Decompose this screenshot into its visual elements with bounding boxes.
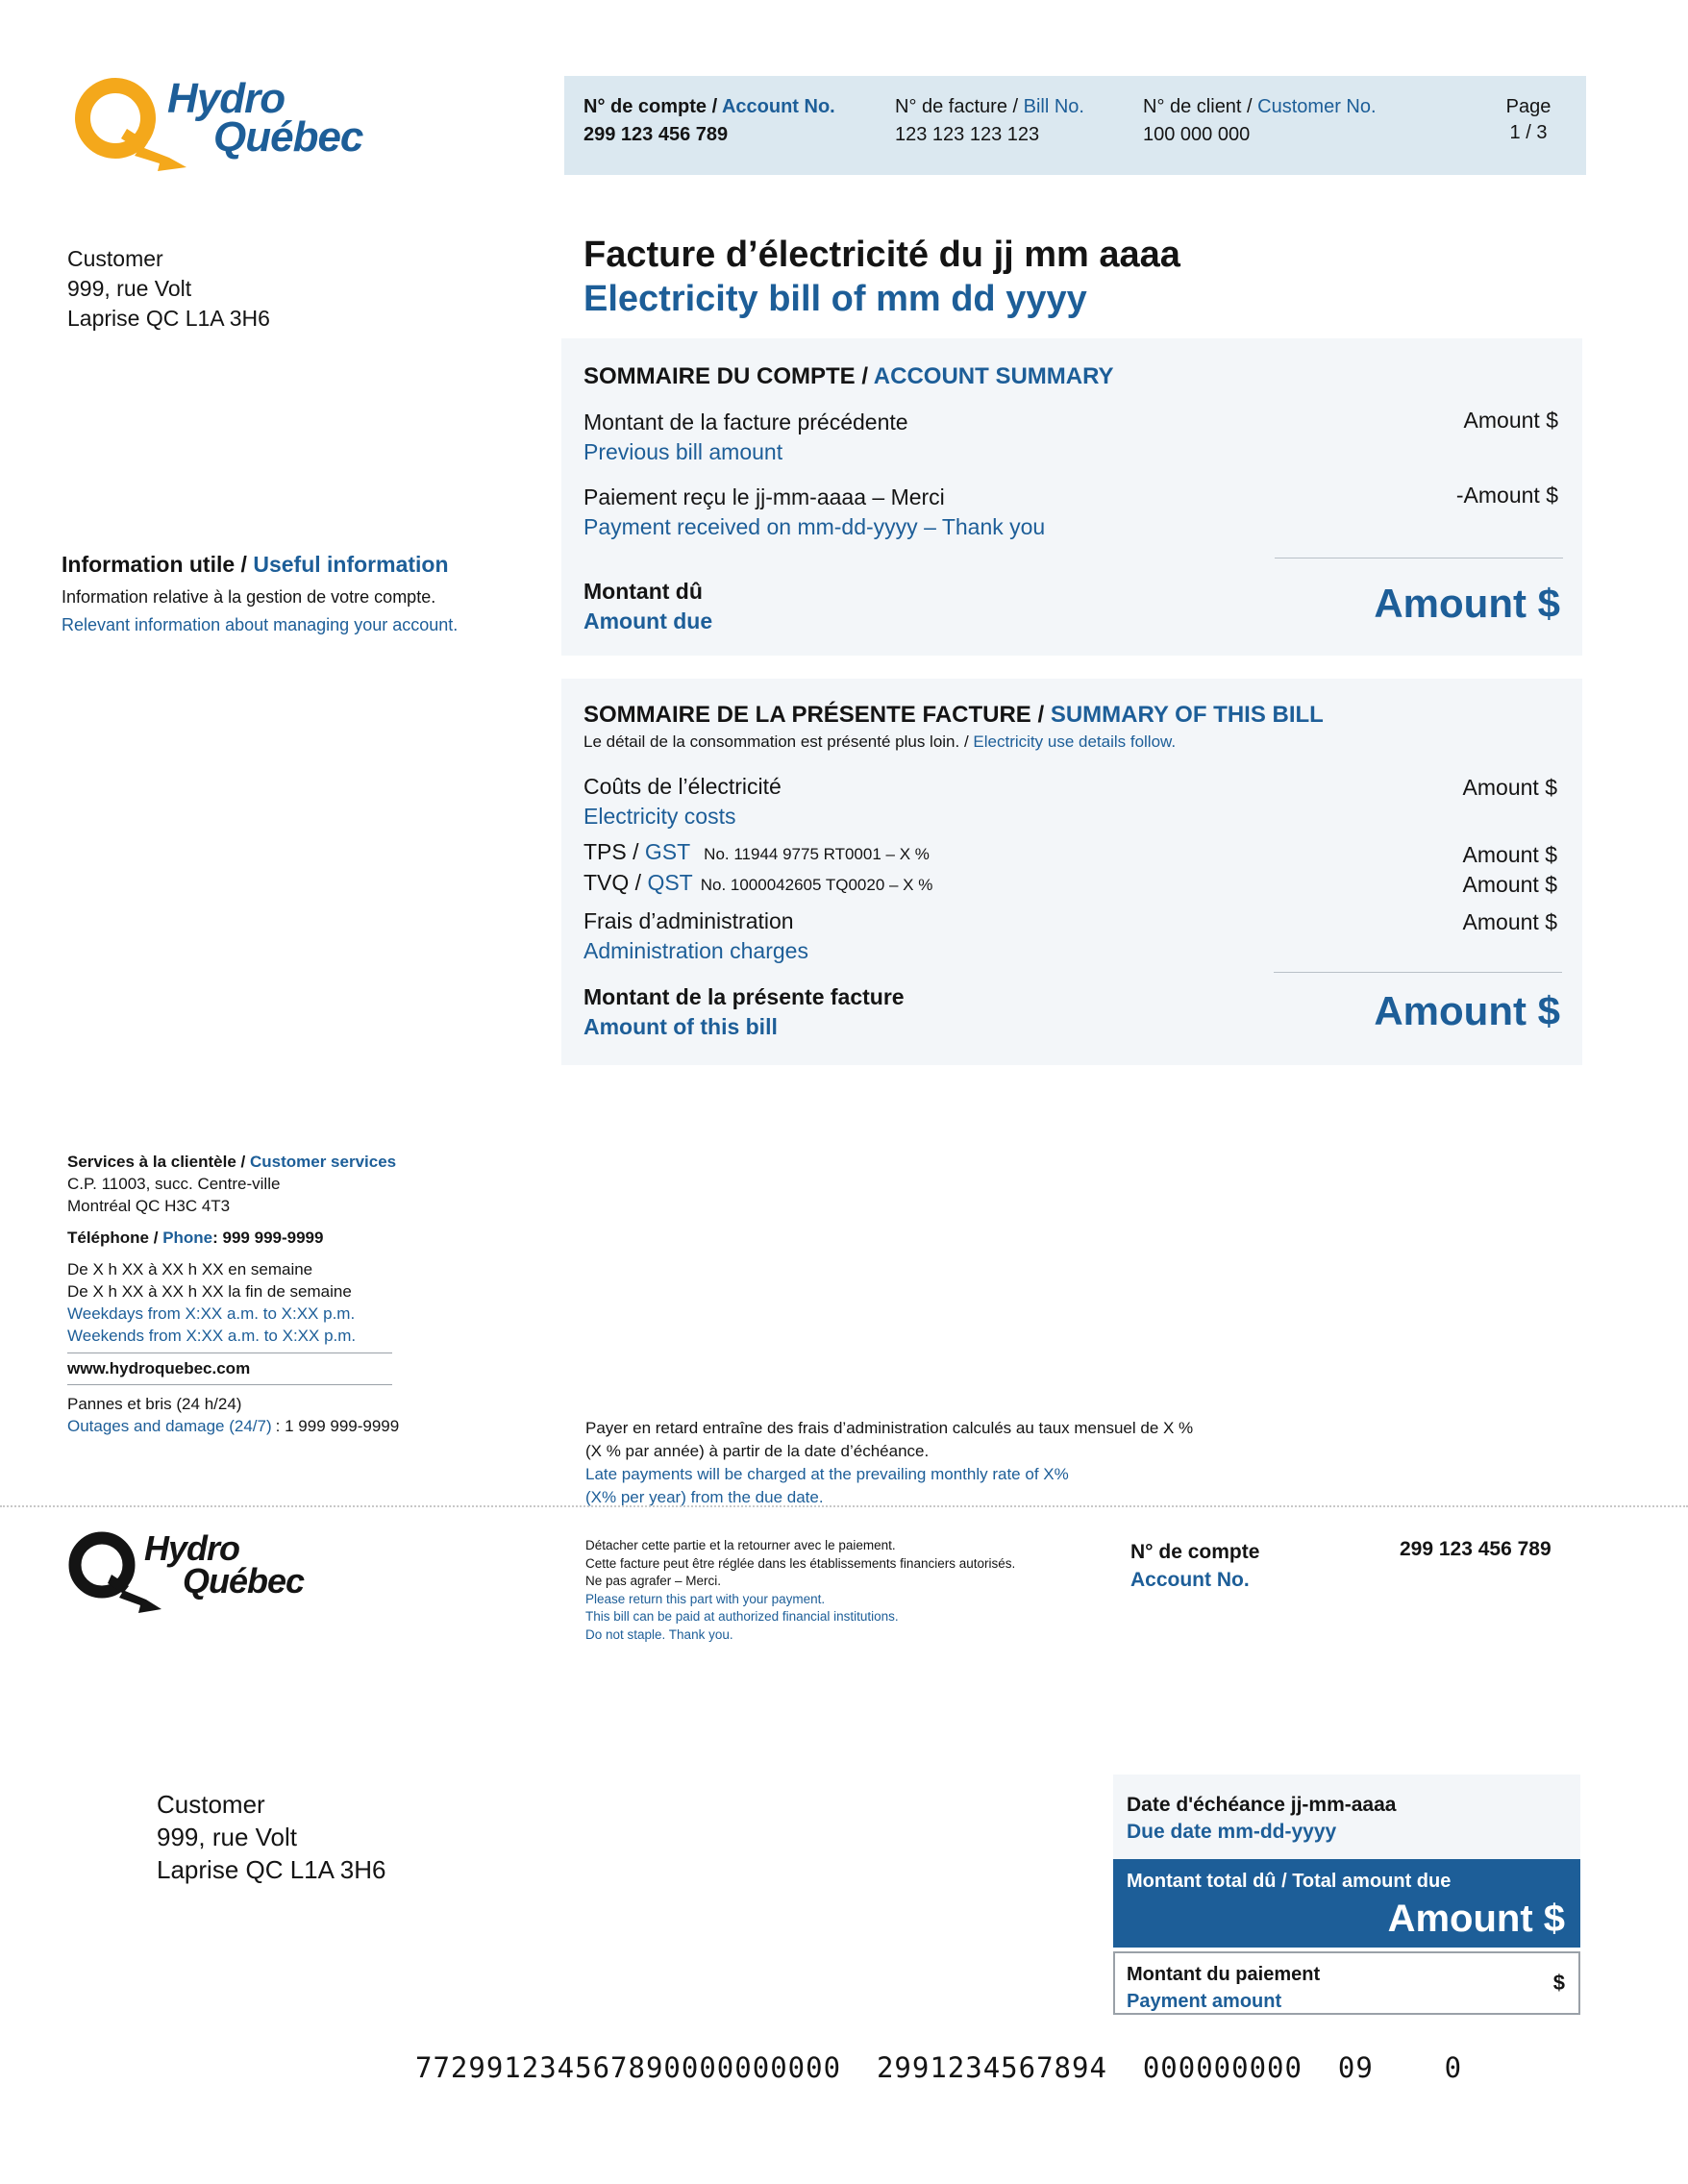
admin-charges-row: Frais d’administration Administration charges	[583, 908, 808, 963]
amount-this-bill-label: Montant de la présente facture Amount of this bill	[583, 984, 905, 1039]
micr-line: 772991234567890000000000 2991234567894 000000000 09 0	[415, 2051, 1463, 2084]
payment-received-amount: -Amount $	[1455, 483, 1558, 508]
gst-amount: Amount $	[1462, 842, 1557, 867]
customer-services: Services à la clientèle / Customer services C.P. 11003, succ. Centre-ville Montréal QC H3C 4T3 Téléphone / Phone: 999 999-9999 De X h XX à XX h XX en semaine De X h XX à XX h XX la fin de semaine Weekdays from X:XX a.m. to X:XX p.m. Weekends from X:XX a.m. to X:XX p.m. www.hydroquebec.com Pannes et bris (24 h/24) Outages and damage (24/7) : 1 999 999-9999	[67, 1151, 404, 1437]
admin-charges-amount: Amount $	[1462, 909, 1557, 934]
payment-dollar-sign: $	[1552, 1971, 1565, 1995]
previous-bill-amount: Amount $	[1463, 408, 1558, 433]
total-amount-due-value: Amount $	[1387, 1898, 1565, 1940]
electricity-costs-amount: Amount $	[1462, 775, 1557, 800]
detach-line	[0, 1505, 1688, 1507]
logo-mono-quebec: Québec	[183, 1561, 305, 1601]
stub-account-value: 299 123 456 789	[1400, 1538, 1551, 1560]
hydro-quebec-logo-mono	[67, 1528, 336, 1615]
payment-received-row: Paiement reçu le jj-mm-aaaa – Merci Payment received on mm-dd-yyyy – Thank you	[583, 484, 1046, 539]
amount-this-bill-value: Amount $	[1374, 988, 1560, 1033]
total-amount-due-box: Montant total dû / Total amount due Amount $	[1113, 1859, 1580, 1948]
header-account: N° de compte / Account No. 299 123 456 789	[583, 96, 835, 145]
page-number: 1 / 3	[1509, 122, 1548, 143]
payment-amount-box[interactable]: Montant du paiement Payment amount $	[1113, 1951, 1580, 2015]
logo-mono-hydro: Hydro	[144, 1528, 240, 1568]
bill-summary-title: SOMMAIRE DE LA PRÉSENTE FACTURE / SUMMARY OF THIS BILL	[583, 702, 1324, 728]
bill-title-fr: Facture d’électricité du jj mm aaaa	[583, 235, 1180, 275]
bill-summary-note: Le détail de la consommation est présenté plus loin. / Electricity use details follow.	[583, 732, 1177, 751]
website-link[interactable]: www.hydroquebec.com	[67, 1359, 251, 1377]
customer-address: Customer 999, rue Volt Laprise QC L1A 3H6	[67, 246, 270, 331]
qst-amount: Amount $	[1462, 872, 1557, 897]
logo-text-hydro: Hydro	[167, 75, 285, 122]
account-summary-title: SOMMAIRE DU COMPTE / ACCOUNT SUMMARY	[583, 363, 1114, 389]
logo-text-quebec: Québec	[213, 113, 363, 161]
header-page: Page 1 / 3	[1490, 96, 1567, 144]
late-payment-notice: Payer en retard entraîne des frais d’administration calculés au taux mensuel de X % (X % par année) à partir de la date d’échéance. Late payments will be charged at the prevailing monthly rate of X% (X% per year) from the due date.	[585, 1419, 1194, 1506]
amount-due-label: Montant dû Amount due	[583, 579, 713, 633]
due-date: Date d'échéance jj-mm-aaaa Due date mm-dd-yyyy	[1127, 1794, 1397, 1843]
header-account-value: 299 123 456 789	[583, 124, 729, 145]
qst-row: TVQ / QST No. 1000042605 TQ0020 – X %	[583, 870, 933, 895]
hydro-quebec-logo	[73, 75, 381, 171]
header-customer-value: 100 000 000	[1143, 124, 1251, 145]
bill-summary-divider	[1274, 972, 1562, 973]
stub-account-label: N° de compte Account No.	[1130, 1541, 1260, 1591]
previous-bill-row: Montant de la facture précédente Previous bill amount	[583, 410, 908, 464]
electricity-costs-row: Coûts de l’électricité Electricity costs	[583, 774, 782, 829]
stub-customer-address: Customer 999, rue Volt Laprise QC L1A 3H6	[157, 1790, 386, 1884]
detach-instructions: Détacher cette partie et la retourner avec le paiement. Cette facture peut être réglée dans les établissements financiers autorisés. Ne pas agrafer – Merci. Please return this part with your payment. This bill can be paid at authorized financial institutions. Do not staple. Thank you.	[585, 1538, 1016, 1642]
gst-row: TPS / GST No. 11944 9775 RT0001 – X %	[583, 839, 930, 864]
header-customer: N° de client / Customer No. 100 000 000	[1143, 96, 1377, 145]
header-bill-value: 123 123 123 123	[895, 124, 1040, 145]
amount-due-value: Amount $	[1374, 581, 1560, 626]
bill-title-en: Electricity bill of mm dd yyyy	[583, 279, 1087, 319]
header-bill: N° de facture / Bill No. 123 123 123 123	[895, 96, 1084, 145]
useful-information: Information utile / Useful information Information relative à la gestion de votre compte. Relevant information about managing your account.	[62, 552, 459, 634]
